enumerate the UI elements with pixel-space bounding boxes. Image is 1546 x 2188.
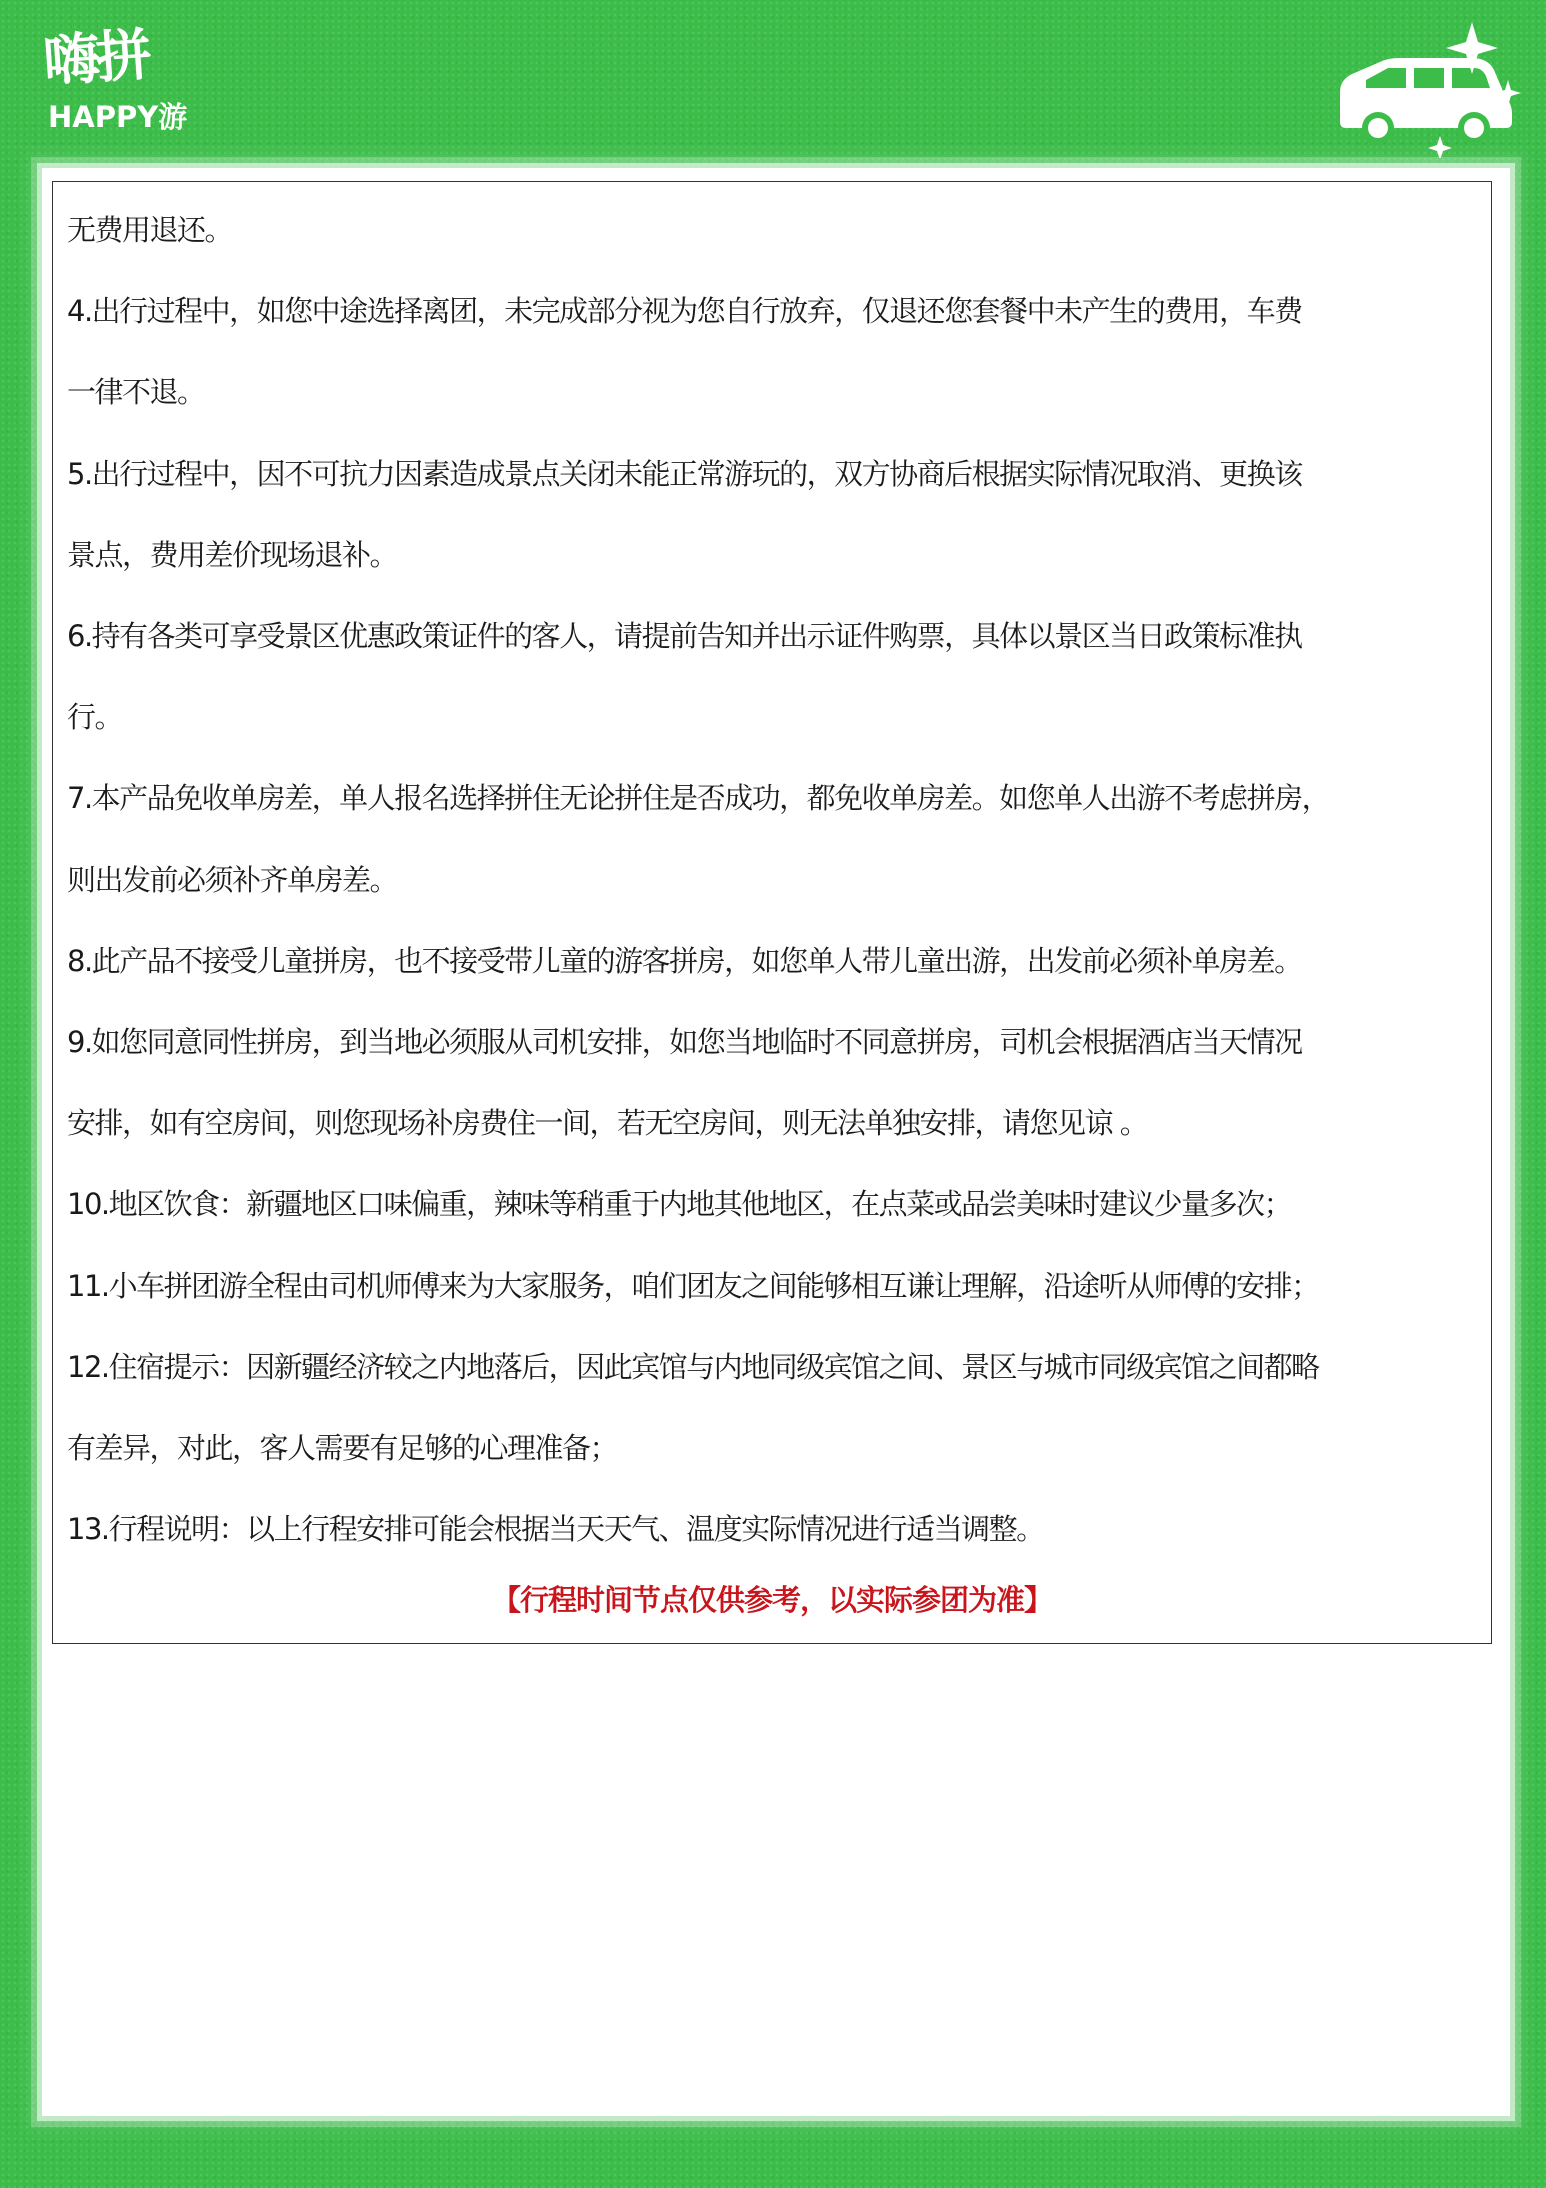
- text-line: 景点，费用差价现场退补。: [67, 537, 398, 572]
- text-line: 10.地区饮食：新疆地区口味偏重，辣味等稍重于内地其他地区，在点菜或品尝美味时建议少量多次；: [67, 1187, 1292, 1222]
- terms-content-box: [52, 181, 1492, 1644]
- text-line: 11.小车拼团游全程由司机师傅来为大家服务，咱们团友之间能够相互谦让理解，沿途听从师傅的安排；: [67, 1268, 1319, 1303]
- red-notice: 【行程时间节点仅供参考，以实际参团为准】: [491, 1583, 1052, 1618]
- brand-logo: [41, 22, 234, 138]
- text-line: 12.住宿提示：因新疆经济较之内地落后，因此宾馆与内地同级宾馆之间、景区与城市同级宾馆之间都略: [67, 1349, 1319, 1384]
- text-line: 5.出行过程中，因不可抗力因素造成景点关闭未能正常游玩的，双方协商后根据实际情况取消、更换该: [67, 456, 1302, 491]
- text-line: 则出发前必须补齐单房差。: [67, 862, 398, 897]
- van-icon: [1322, 18, 1522, 158]
- text-line: 8.此产品不接受儿童拼房，也不接受带儿童的游客拼房，如您单人带儿童出游，出发前必须补单房差。: [67, 943, 1302, 978]
- sparkle-icon: [1428, 136, 1452, 158]
- text-line: 13.行程说明：以上行程安排可能会根据当天天气、温度实际情况进行适当调整。: [67, 1512, 1044, 1547]
- text-line: 4.出行过程中，如您中途选择离团，未完成部分视为您自行放弃，仅退还您套餐中未产生的费用，车费: [67, 294, 1302, 329]
- text-line: 行。: [67, 700, 123, 735]
- text-line: 安排，如有空房间，则您现场补房费住一间，若无空房间，则无法单独安排，请您见谅 。: [67, 1106, 1148, 1141]
- text-line: 一律不退。: [67, 375, 205, 410]
- text-line: 7.本产品免收单房差，单人报名选择拼住无论拼住是否成功，都免收单房差。如您单人出游不考虑拼房，: [67, 781, 1330, 816]
- logo-english-text: HAPPY游: [48, 100, 188, 134]
- logo-chinese-text: 嗨拼: [41, 22, 150, 95]
- text-line: 无费用退还。: [67, 213, 233, 247]
- text-line: 有差异，对此，客人需要有足够的心理准备；: [67, 1431, 618, 1466]
- text-line: 6.持有各类可享受景区优惠政策证件的客人，请提前告知并出示证件购票，具体以景区当日政策标准执: [67, 619, 1302, 654]
- text-line: 9.如您同意同性拼房，到当地必须服从司机安排，如您当地临时不同意拼房，司机会根据酒店当天情况: [67, 1025, 1302, 1060]
